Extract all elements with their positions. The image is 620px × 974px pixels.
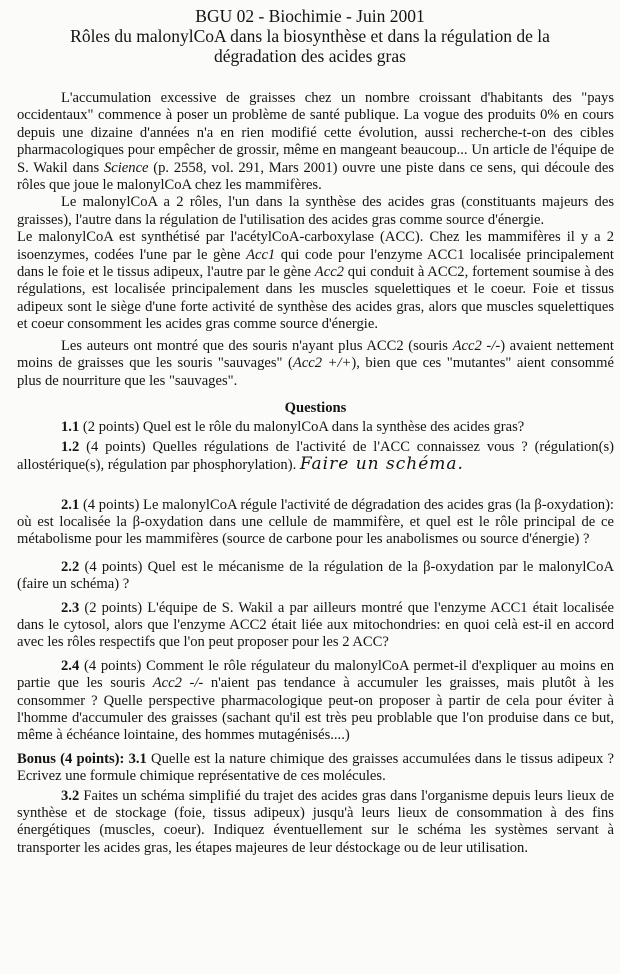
question-text: (4 points) Quelles régulations de l'activité de l'ACC connaissez vous ? (régulation(s) allostérique(s), régulation par phosphorylation). <box>17 438 614 474</box>
question-2-3 <box>17 600 614 652</box>
intro-text: L'accumulation excessive de graisses chez un nombre croissant d'habitants des "pays occidentaux" commence à poser un problème de santé publique. La vogue des produits 0% en cours depuis une dizaine d'années n'a en rien modifié cette évolution, aussi recherche-t-on des cibles pharmacologiques pour empêcher de grossir, même en mangeant beaucoup... Un article de l'équipe de S. Wakil dans <box>17 90 614 176</box>
question-text: (4 points) Comment le rôle régulateur du malonylCoA permet-il d'expliquer au moins en partie que les souris <box>17 657 614 692</box>
question-number: 3.2 <box>61 787 80 804</box>
question-1-1 <box>17 419 614 436</box>
questions-heading: Questions <box>284 399 347 416</box>
genotype: Acc2 +/+ <box>292 355 352 372</box>
intro-text: ), bien que ces "mutantes" aient consommé plus de nourriture que les "sauvages". <box>17 355 614 389</box>
handwritten-note: Faire un schéma. <box>299 454 464 475</box>
exam-title-line-1: Rôles du malonylCoA dans la biosynthèse et dans la régulation de la <box>70 26 550 46</box>
intro-text: (p. 2558, vol. 291, Mars 2001) ouvre une piste dans ce sens, qui découle des rôles que joue le malonylCoA chez les mammifères. <box>17 159 614 194</box>
question-number: 2.3 <box>61 599 80 616</box>
intro-text: qui conduit à ACC2, fortement soumise à des régulations, est localisée principalement dans les muscles squelettiques et le coeur. Foie et tissus adipeux sont le siège d'une forte activité de synthèse des acides gras, alors que muscles squelettiques et coeur consomment les acides gras comme source d'énergie. <box>17 264 614 333</box>
journal-name: Science <box>103 159 149 176</box>
question-text: (4 points) Quel est le mécanisme de la régulation de la β-oxydation par le malonylCoA (faire un schéma) ? <box>17 558 614 593</box>
genotype: Acc2 -/- <box>152 675 204 692</box>
question-number: 3.1 <box>128 750 147 767</box>
question-2-1 <box>17 497 614 549</box>
intro-text: Les auteurs ont montré que des souris n'ayant plus ACC2 (souris <box>61 337 453 354</box>
spacer <box>17 475 614 495</box>
question-2-4 <box>17 658 614 745</box>
question-text: (2 points) L'équipe de S. Wakil a par ailleurs montré que l'enzyme ACC1 était localisée dans le cytosol, alors que l'enzyme ACC2 était liée aux mitochondries: en quoi celà est-il en accord avec les rôles respectifs que l'on peut proposer pour les 2 ACC? <box>17 599 614 651</box>
course-title: BGU 02 - Biochimie - Juin 2001 <box>195 6 425 26</box>
bonus-label: Bonus (4 points) <box>17 750 120 767</box>
question-2-2 <box>17 559 614 594</box>
question-number: 1.2 <box>61 438 80 455</box>
intro-paragraph-3 <box>17 229 614 333</box>
question-1-2 <box>17 439 614 475</box>
intro-text: ) avaient nettement moins de graisses que les souris "sauvages" ( <box>17 337 614 372</box>
bonus-question-3-2 <box>17 788 614 858</box>
gene-name: Acc2 <box>314 264 344 281</box>
document-body <box>17 90 614 857</box>
exam-title-line-2: dégradation des acides gras <box>214 46 406 66</box>
question-number: 2.2 <box>61 558 80 575</box>
intro-paragraph-1 <box>17 90 614 194</box>
document-header <box>0 6 620 66</box>
intro-text: Le malonylCoA est synthétisé par l'acétylCoA-carboxylase (ACC). Chez les mammifères il y a 2 isoenzymes, codées l'une par le gène <box>17 229 614 263</box>
question-text: (2 points) Quel est le rôle du malonylCoA dans la synthèse des acides gras? <box>79 419 525 436</box>
gene-name: Acc1 <box>246 246 276 263</box>
intro-text: qui code pour l'enzyme ACC1 localisée principalement dans le foie et le tissus adipeux, l'autre par le gène <box>17 246 614 281</box>
intro-paragraph-2: Le malonylCoA a 2 rôles, l'un dans la synthèse des acides gras (constituants majeurs des graisses), l'autre dans la régulation de l'utilisation des acides gras comme source d'énergie. <box>17 194 614 228</box>
question-text: Quelle est la nature chimique des graisses accumulées dans le tissus adipeux ? Ecrivez une formule chimique représentative de ces molécules. <box>17 750 615 785</box>
intro-paragraph-4 <box>17 338 614 390</box>
bonus-question-3-1: Bonus (4 points): 3.1 Quelle est la nature chimique des graisses accumulées dans le tissus adipeux ? Ecrivez une formule chimique représentative de ces molécules. <box>17 750 615 785</box>
question-number: 2.4 <box>61 657 80 674</box>
question-number: 1.1 <box>61 419 80 436</box>
question-text: n'aient pas tendance à accumuler les graisses, mais plutôt à les consommer ? Quelle perspective pharmacologique peut-on proposer à partir de cela pour éviter à l'homme d'accumuler des graisses (sachant qu'il est très peu problable que l'on produise dans ce but, même à échéance lointaine, des hommes mutagénisés....) <box>17 675 614 744</box>
question-text: (4 points) Le malonylCoA régule l'activité de dégradation des acides gras (la β-oxydation): où est localisée la β-oxydation dans une cellule de mammifère, et quel est le rôle principal de ce métabolisme pour les mammifères (source de carbone pour les anabolismes ou source d'énergie) ? <box>17 496 614 548</box>
question-text: Faites un schéma simplifié du trajet des acides gras dans l'organisme depuis leurs lieux de synthèse et de stockage (foie, tissus adipeux) jusqu'à leurs lieux de consommation à des fins énergétiques (muscles, coeur). Indiquez éventuellement sur le schéma les systèmes servant à transporter les acides gras, les étapes majeures de leur déstockage ou de leur utilisation. <box>17 787 614 856</box>
question-number: 2.1 <box>61 496 80 513</box>
genotype: Acc2 -/- <box>452 337 501 354</box>
